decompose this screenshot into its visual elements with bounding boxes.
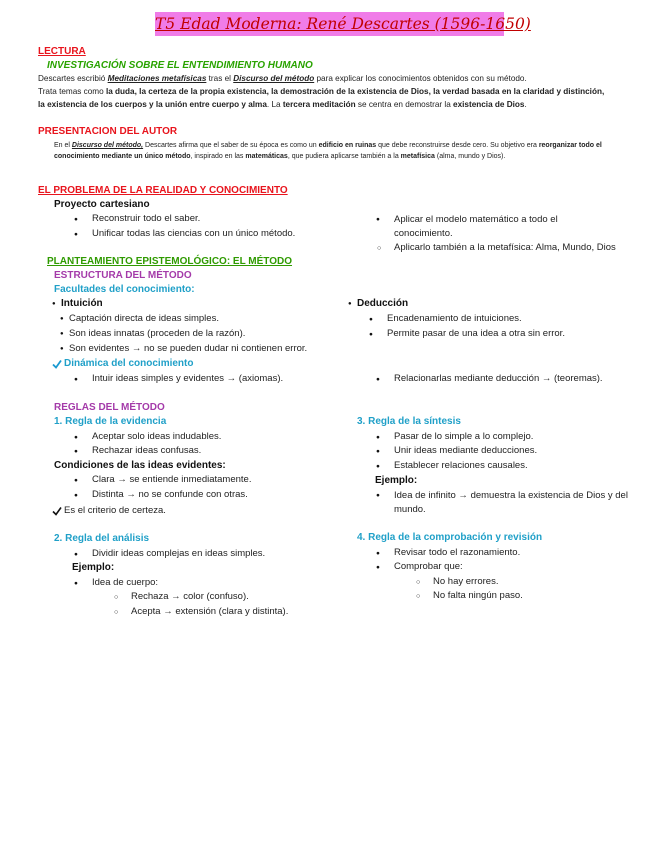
lectura-heading: LECTURA [38, 46, 86, 57]
list-item: ○ No hay errores. [433, 576, 498, 587]
list-item: ● Rechazar ideas confusas. [92, 445, 201, 456]
list-item: ● Dividir ideas complejas en ideas simples. [92, 548, 265, 559]
list-item: ● Encadenamiento de intuiciones. [387, 313, 522, 324]
condiciones-heading: Condiciones de las ideas evidentes: [54, 460, 226, 471]
dinamica-heading: Dinámica del conocimiento [64, 358, 194, 369]
estructura-heading: ESTRUCTURA DEL MÉTODO [54, 270, 192, 281]
problema-heading: EL PROBLEMA DE LA REALIDAD Y CONOCIMIENTO [38, 185, 288, 196]
checkmark-icon [52, 506, 62, 516]
reglas-heading: REGLAS DEL MÉTODO [54, 402, 165, 413]
list-item: ● Pasar de lo simple a lo complejo. [394, 431, 533, 442]
list-item: ● Idea de cuerpo: [92, 577, 158, 588]
list-item: ● Permite pasar de una idea a otra sin error. [387, 328, 565, 339]
facultades-heading: Facultades del conocimiento: [54, 284, 195, 295]
list-item: ● Unificar todas las ciencias con un único método. [92, 228, 295, 239]
regla-sintesis-heading: 3. Regla de la síntesis [357, 416, 461, 427]
checkmark-icon [52, 359, 62, 369]
presentacion-paragraph: En el Discurso del método, Descartes afirma que el saber de su época es como un edificio en ruinas que debe reconstruirse desde cero. Su objetivo era reorganizar todo el conocimiento mediante un único método, inspirado en las matemáticas, que pudiera aplicarse también a la metafísica (alma, mundo y Dios). [54, 142, 602, 160]
list-item: ● Clara → se entiende inmediatamente. [92, 474, 251, 485]
list-item: ● Intuir ideas simples y evidentes → (axiomas). [92, 373, 283, 384]
list-item: ○ Rechaza → color (confuso). [131, 591, 249, 602]
list-item: ● Reconstruir todo el saber. [92, 213, 200, 224]
ejemplo-label: Ejemplo: [375, 475, 418, 486]
list-item: ● Aceptar solo ideas indudables. [92, 431, 221, 442]
list-item: ● Distinta → no se confunde con otras. [92, 489, 248, 500]
intuicion-heading: ● Intuición [61, 298, 103, 309]
presentacion-heading: PRESENTACION DEL AUTOR [38, 126, 178, 137]
lectura-paragraph-1: Descartes escribió Meditaciones metafísicas tras el Discurso del método para explicar los conocimientos obtenidos con su método. [38, 74, 527, 83]
lectura-paragraph-2: Trata temas como la duda, la certeza de la propia existencia, la demostración de la existencia de Dios, la verdad basada en la claridad y distinción, la existencia de los cuerpos y la unión entre cuerpo y alma. La tercera meditación se centra en demostrar la existencia de Dios. [38, 87, 605, 109]
proyecto-heading: Proyecto cartesiano [54, 199, 150, 210]
list-item: ● Unir ideas mediante deducciones. [394, 445, 537, 456]
deduccion-heading: ● Deducción [357, 298, 408, 309]
page-title: T5 Edad Moderna: René Descartes (1596-1650) [155, 15, 531, 33]
list-item: ○ No falta ningún paso. [433, 590, 523, 601]
list-item: ● Son evidentes → no se pueden dudar ni contienen error. [69, 343, 307, 354]
planteamiento-heading: PLANTEAMIENTO EPISTEMOLÓGICO: EL MÉTODO [47, 256, 293, 267]
list-item: ● Comprobar que: [394, 561, 463, 572]
regla-evidencia-heading: 1. Regla de la evidencia [54, 416, 167, 427]
criterio-text: Es el criterio de certeza. [64, 505, 166, 516]
list-item: ● Idea de infinito → demuestra la existencia de Dios y del mundo. [394, 489, 629, 517]
regla-comprobacion-heading: 4. Regla de la comprobación y revisión [357, 532, 543, 543]
list-item: ● Aplicar el modelo matemático a todo el conocimiento. [394, 213, 604, 241]
ejemplo-label: Ejemplo: [72, 562, 115, 573]
list-item: ○ Acepta → extensión (clara y distinta). [131, 606, 288, 617]
list-item: ● Revisar todo el razonamiento. [394, 547, 520, 558]
list-item: ● Son ideas innatas (proceden de la razón). [69, 328, 245, 339]
regla-analisis-heading: 2. Regla del análisis [54, 533, 150, 544]
list-item: ● Relacionarlas mediante deducción → (teoremas). [394, 373, 603, 384]
list-item: ○ Aplicarlo también a la metafísica: Alma, Mundo, Dios [394, 242, 616, 253]
lectura-subtitle: INVESTIGACIÓN SOBRE EL ENTENDIMIENTO HUMANO [47, 60, 313, 71]
list-item: ● Establecer relaciones causales. [394, 460, 528, 471]
list-item: ● Captación directa de ideas simples. [69, 313, 219, 324]
